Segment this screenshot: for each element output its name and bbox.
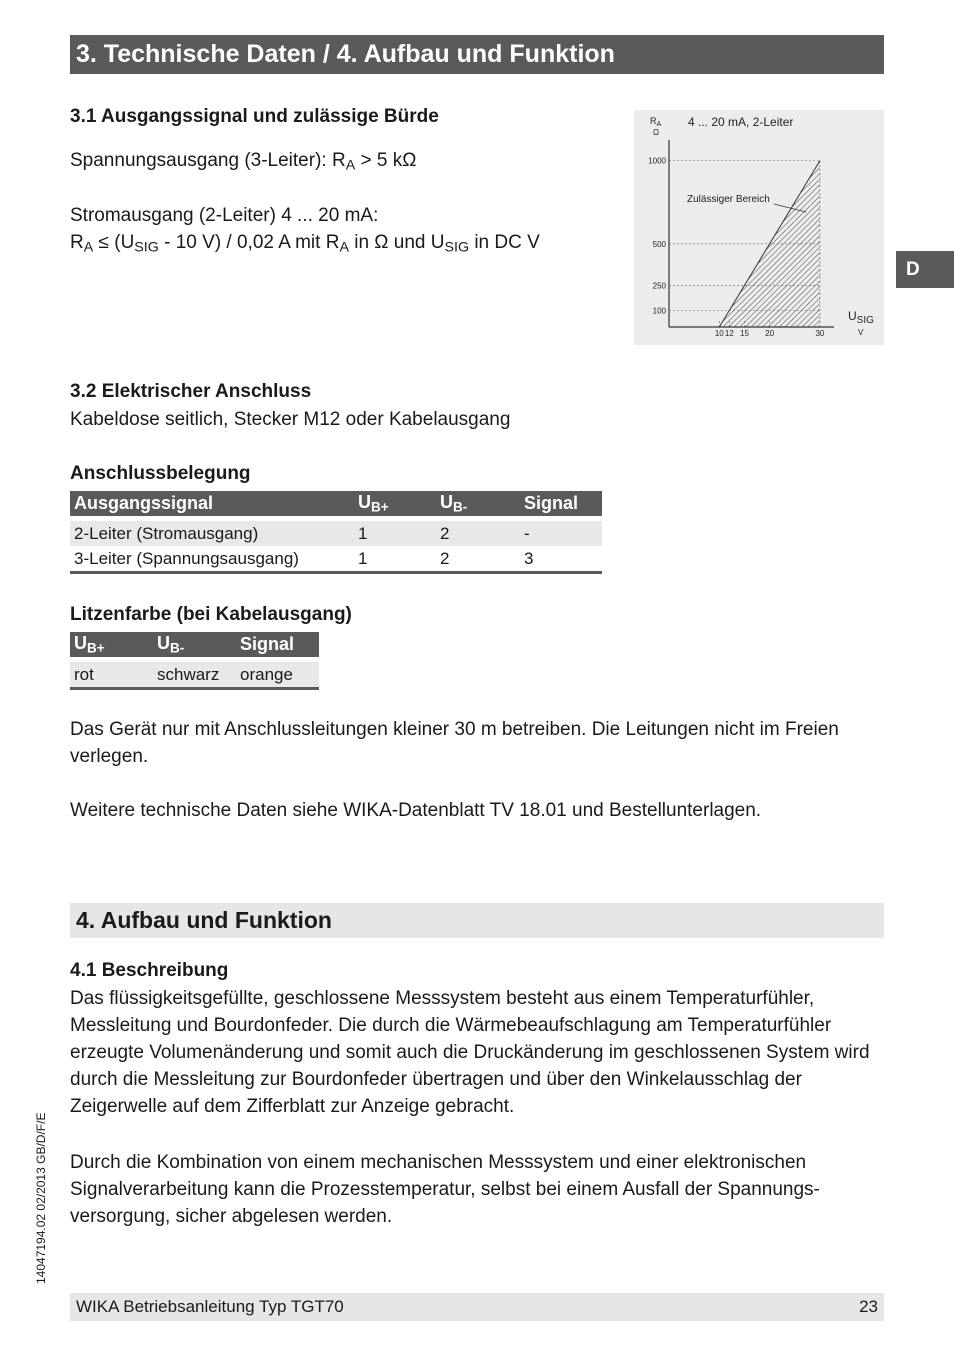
- x-tick-label: 12: [724, 329, 734, 338]
- x-tick-label: 20: [765, 329, 775, 338]
- col-output-signal: Ausgangssignal: [70, 491, 354, 516]
- col-signal: Signal: [520, 491, 602, 516]
- x-ticks: [715, 329, 825, 338]
- further-data-note: Weitere technische Daten siehe WIKA-Datenblatt TV 18.01 und Bestellunterlagen.: [70, 800, 762, 821]
- table-row: rot schwarz orange: [70, 662, 319, 689]
- y-tick-label: 500: [652, 239, 666, 249]
- footer-title: WIKA Betriebsanleitung Typ TGT70: [76, 1297, 344, 1316]
- chart-annotation: Zulässiger Bereich: [687, 194, 770, 205]
- col-ub-plus: $U_{B+}$: [70, 632, 153, 657]
- chart-title: 4 ... 20 mA, 2-Leiter: [688, 115, 794, 129]
- pin-assignment-table: [70, 491, 602, 574]
- table-header-row: [70, 491, 602, 516]
- section-3-2-title: 3.2 Elektrischer Anschluss: [70, 381, 312, 402]
- y-tick-label: 250: [652, 281, 666, 291]
- cable-length-note: Das Gerät nur mit Anschlussleitungen kleiner 30 m betreiben. Die Leitungen nicht im Freien verlegen.: [70, 719, 839, 767]
- voltage-output-line: Spannungsausgang (3-Leiter): $R_A > 5$ kΩ: [70, 150, 417, 174]
- section-4-1-title: 4.1 Beschreibung: [70, 960, 229, 981]
- pin-assignment-title: Anschlussbelegung: [70, 463, 251, 484]
- y-tick-label: 100: [652, 306, 666, 316]
- connection-text: Kabeldose seitlich, Stecker M12 oder Kabelausgang: [70, 409, 511, 430]
- col-signal: Signal: [236, 632, 319, 657]
- table-row: 2-Leiter (Stromausgang) 1 2 -: [70, 521, 602, 546]
- page-footer: [70, 1293, 884, 1321]
- section-4-title: 4. Aufbau und Funktion: [70, 903, 884, 938]
- load-chart: [634, 110, 884, 345]
- description-paragraph-1: Das flüssigkeitsgefüllte, geschlossene Messsystem besteht aus einem Temperaturfühler, Messleitung und Bourdonfeder. Die durch die Wärmebeaufschlagung am Temperaturfühler erzeugte Volumenänderung und somit auch die Druckänderung im geschlossenen System wird durch die Messleitung zur Bourdonfeder übertragen und über den Winkelausschlag der Zeigerwelle auf dem Zifferblatt zur Anzeige gebracht.: [70, 988, 870, 1117]
- col-ub-plus: $U_{B+}$: [354, 491, 436, 516]
- language-tab: D: [896, 251, 954, 288]
- y-axis-unit: Ω: [653, 128, 659, 137]
- description-paragraph-2: Durch die Kombination von einem mechanischen Messsystem und einer elektronischen Signalverarbeitung kann die Prozesstemperatur, selbst bei einem Ausfall der Spannungs-versorgung, sicher abgelesen werden.: [70, 1152, 820, 1227]
- x-tick-label: 15: [740, 329, 749, 338]
- y-ticks: [648, 157, 666, 316]
- load-formula: $R_A \le (U_{SIG} - 10$ V) / 0,02 A mit $R_A$ in Ω und $U_{SIG}$ in DC V: [70, 232, 540, 256]
- x-axis-label: $U_{SIG}$: [848, 309, 874, 326]
- page-number: 23: [859, 1297, 878, 1316]
- page-header: 3. Technische Daten / 4. Aufbau und Funktion: [70, 35, 884, 74]
- y-tick-label: 1000: [648, 156, 666, 166]
- current-output-line: Stromausgang (2-Leiter) 4 ... 20 mA:: [70, 205, 379, 226]
- col-ub-minus: $U_{B-}$: [153, 632, 236, 657]
- wire-color-title: Litzenfarbe (bei Kabelausgang): [70, 604, 352, 625]
- load-chart-svg: [634, 110, 884, 345]
- section-3-1-title: 3.1 Ausgangssignal und zulässige Bürde: [70, 106, 439, 127]
- x-tick-label: 30: [815, 329, 825, 338]
- table-header-row: [70, 632, 319, 657]
- wire-color-table: [70, 632, 319, 690]
- document-code: 14047194.02 02/2013 GB/D/F/E: [34, 1112, 48, 1284]
- x-tick-label: 10: [714, 329, 724, 338]
- y-axis-label: $R_A$: [650, 116, 662, 128]
- x-axis-unit: V: [858, 328, 864, 337]
- table-row: 3-Leiter (Spannungsausgang) 1 2 3: [70, 546, 602, 573]
- col-ub-minus: $U_{B-}$: [436, 491, 520, 516]
